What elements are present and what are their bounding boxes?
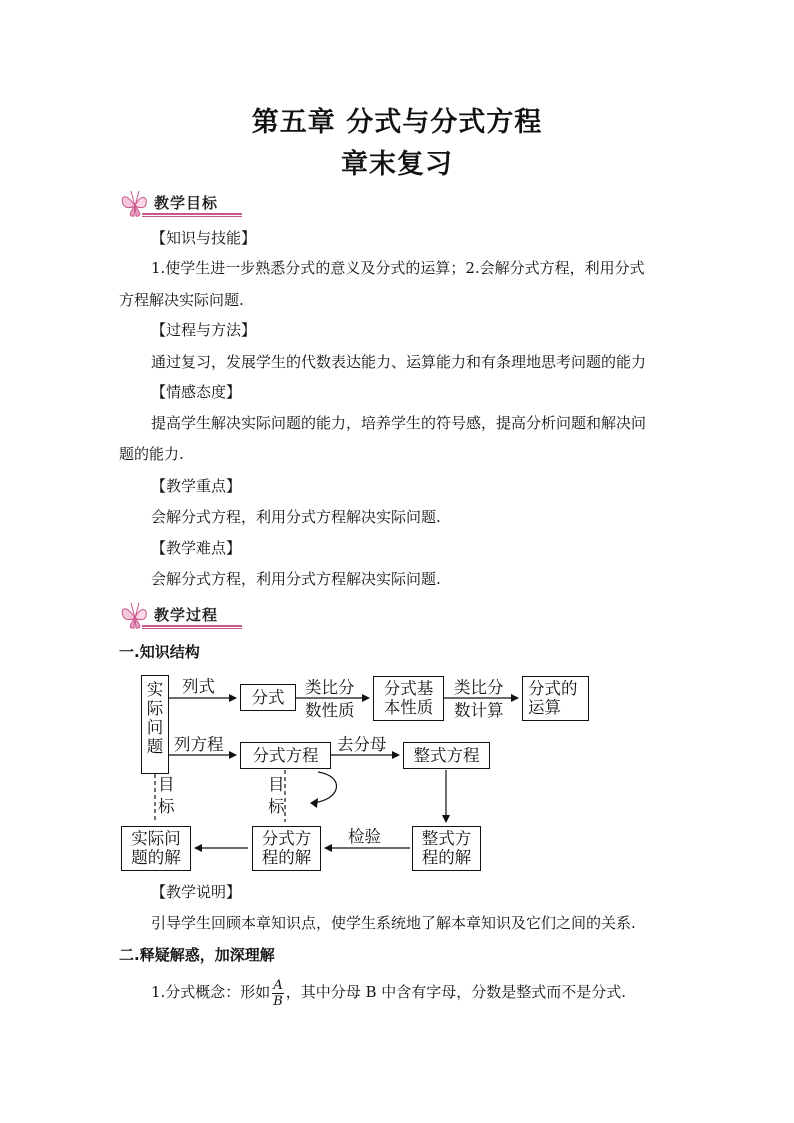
box-actual-solution-text: 实际问 题的解	[131, 829, 181, 867]
box-fractional-equation-text: 分式方程	[252, 746, 319, 765]
text-fraction-concept: 1.分式概念：形如 $\frac{A}{B}$ ，其中分母 B 中含有字母，分数是整式而不是分式.	[151, 977, 627, 1009]
heading-process-method: 【过程与方法】	[151, 321, 257, 339]
heading-key-point: 【教学重点】	[151, 477, 242, 495]
section-badge-label: 教学过程	[154, 606, 219, 624]
text-knowledge-skill-1: 1.使学生进一步熟悉分式的意义及分式的运算；2.会解分式方程，利用分式	[151, 259, 645, 277]
heading-emotion: 【情感态度】	[151, 383, 242, 401]
heading-deepen-understanding: 二.释疑解惑，加深理解	[119, 946, 275, 964]
label-check: 检验	[348, 827, 381, 846]
box-operations-text: 分式的 运算	[528, 679, 578, 717]
label-target-2b: 标	[268, 797, 285, 816]
box-basic-property-text: 分式基 本性质	[383, 679, 434, 717]
label-analogy-calc-1: 类比分	[454, 678, 504, 697]
label-remove-denominator: 去分母	[337, 735, 387, 754]
text-process-method: 通过复习，发展学生的代数表达能力、运算能力和有条理地思考问题的能力	[151, 353, 647, 371]
label-target-2a: 目	[268, 775, 285, 794]
text-teaching-explain: 引导学生回顾本章知识点，使学生系统地了解本章知识及它们之间的关系.	[151, 914, 636, 932]
text-key-point: 会解分式方程，利用分式方程解决实际问题.	[151, 508, 441, 526]
label-analogy-property-2: 数性质	[305, 701, 355, 720]
fraction-a-over-b: $\frac{A}{B}$	[273, 977, 283, 1009]
heading-teaching-explain: 【教学说明】	[151, 883, 242, 901]
label-target-1a: 目	[158, 775, 175, 794]
box-integral-equation-text: 整式方程	[413, 746, 480, 765]
label-analogy-property-1: 类比分	[305, 678, 355, 697]
section-badge-label: 教学目标	[154, 194, 219, 212]
text-knowledge-skill-2: 方程解决实际问题.	[119, 291, 244, 309]
box-fractional-solution-text: 分式方 程的解	[261, 829, 312, 867]
heading-knowledge-structure: 一.知识结构	[119, 643, 200, 661]
text-emotion-2: 题的能力.	[119, 445, 184, 463]
heading-knowledge-skill: 【知识与技能】	[151, 229, 257, 247]
box-integral-solution-text: 整式方 程的解	[421, 829, 472, 867]
label-target-1b: 标	[158, 797, 175, 816]
text-difficulty: 会解分式方程，利用分式方程解决实际问题.	[151, 570, 441, 588]
label-lie-fangcheng: 列方程	[174, 735, 224, 754]
page-title: 第五章 分式与分式方程	[251, 107, 543, 138]
heading-difficulty: 【教学难点】	[151, 539, 242, 557]
box-actual-problem-text: 实 际 问 题	[146, 680, 164, 756]
page-subtitle: 章末复习	[341, 149, 453, 180]
text-emotion-1: 提高学生解决实际问题的能力，培养学生的符号感，提高分析问题和解决问	[151, 414, 647, 432]
label-lie-shi: 列式	[182, 677, 215, 696]
box-fenshi-text: 分式	[251, 688, 285, 707]
label-analogy-calc-2: 数计算	[454, 701, 504, 720]
